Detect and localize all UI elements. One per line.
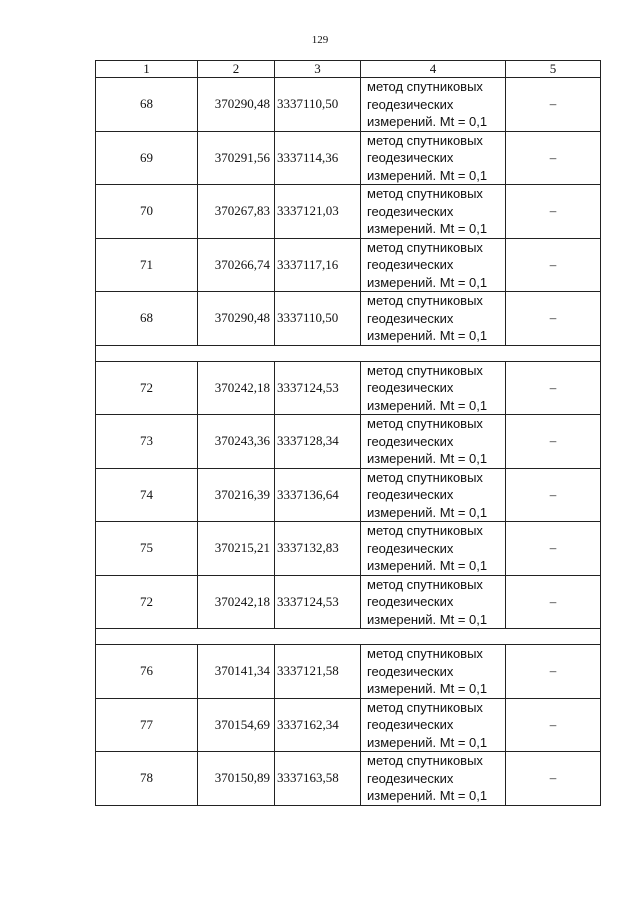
table-row — [96, 361, 601, 415]
method-line: измерений. Mt = 0,1 — [367, 451, 488, 466]
method-line: измерений. Mt = 0,1 — [367, 397, 488, 413]
method-line: измерений. Mt = 0,1 — [367, 611, 488, 627]
coordinate-y-cell: 3337162,34 — [275, 698, 361, 752]
method-cell — [361, 415, 506, 469]
point-number-cell: 72 — [96, 575, 198, 629]
method-cell — [361, 78, 506, 132]
coordinate-y-cell: 3337124,53 — [275, 575, 361, 629]
coordinate-y-cell: 3337110,50 — [275, 292, 361, 346]
note-cell: – — [506, 131, 601, 185]
table-row — [96, 645, 601, 699]
coordinates-table — [95, 60, 601, 806]
method-line: метод спутниковых — [367, 646, 483, 661]
coordinate-y-cell: 3337132,83 — [275, 522, 361, 576]
coordinate-y-cell: 3337117,16 — [275, 238, 361, 292]
coordinate-x-cell: 370267,83 — [198, 185, 275, 239]
method-cell — [361, 752, 506, 806]
note-cell: – — [506, 292, 601, 346]
method-line: геодезических — [367, 257, 454, 272]
group-separator-cell — [96, 629, 601, 645]
table-row — [96, 522, 601, 576]
header-col-5: 5 — [506, 61, 601, 78]
method-cell — [361, 292, 506, 346]
note-cell: – — [506, 415, 601, 469]
point-number-cell: 72 — [96, 361, 198, 415]
point-number-cell: 68 — [96, 292, 198, 346]
point-number-cell: 73 — [96, 415, 198, 469]
method-line: геодезических — [367, 96, 454, 112]
coordinate-x-cell: 370242,18 — [198, 575, 275, 629]
table-row — [96, 78, 601, 132]
table-row — [96, 468, 601, 522]
method-line: геодезических — [367, 310, 454, 326]
method-line: измерений. Mt = 0,1 — [367, 274, 488, 290]
method-line: геодезических — [367, 540, 454, 556]
coordinate-y-cell: 3337163,58 — [275, 752, 361, 806]
coordinate-x-cell: 370141,34 — [198, 645, 275, 699]
method-line: метод спутниковых — [367, 239, 483, 255]
method-line: измерений. Mt = 0,1 — [367, 734, 488, 750]
note-cell: – — [506, 238, 601, 292]
method-line: метод спутниковых — [367, 416, 483, 431]
method-line: геодезических — [367, 770, 454, 786]
coordinate-y-cell: 3337136,64 — [275, 468, 361, 522]
coordinate-x-cell: 370266,74 — [198, 238, 275, 292]
method-line: геодезических — [367, 663, 454, 679]
method-line: измерений. Mt = 0,1 — [367, 558, 488, 573]
coordinate-x-cell: 370243,36 — [198, 415, 275, 469]
coordinate-y-cell: 3337124,53 — [275, 361, 361, 415]
method-line: метод спутниковых — [367, 186, 483, 201]
group-separator-row — [96, 629, 601, 645]
method-cell — [361, 361, 506, 415]
method-line: геодезических — [367, 203, 454, 219]
point-number-cell: 77 — [96, 698, 198, 752]
table-body — [96, 78, 601, 806]
method-line: измерений. Mt = 0,1 — [367, 114, 488, 129]
coordinate-y-cell: 3337110,50 — [275, 78, 361, 132]
coordinate-x-cell: 370150,89 — [198, 752, 275, 806]
coordinate-y-cell: 3337114,36 — [275, 131, 361, 185]
note-cell: – — [506, 645, 601, 699]
method-line: геодезических — [367, 150, 454, 165]
point-number-cell: 74 — [96, 468, 198, 522]
method-cell — [361, 131, 506, 185]
coordinate-y-cell: 3337121,58 — [275, 645, 361, 699]
method-cell — [361, 468, 506, 522]
method-line: геодезических — [367, 717, 454, 732]
coordinate-x-cell: 370291,56 — [198, 131, 275, 185]
coordinate-x-cell: 370154,69 — [198, 698, 275, 752]
method-line: измерений. Mt = 0,1 — [367, 221, 488, 236]
point-number-cell: 78 — [96, 752, 198, 806]
header-col-1: 1 — [96, 61, 198, 78]
method-line: метод спутниковых — [367, 469, 483, 485]
point-number-cell: 68 — [96, 78, 198, 132]
table-row — [96, 752, 601, 806]
method-cell — [361, 238, 506, 292]
method-line: измерений. Mt = 0,1 — [367, 167, 488, 183]
note-cell: – — [506, 575, 601, 629]
method-line: геодезических — [367, 380, 454, 395]
method-line: метод спутниковых — [367, 293, 483, 308]
method-cell — [361, 575, 506, 629]
coordinate-x-cell: 370290,48 — [198, 292, 275, 346]
table-row — [96, 185, 601, 239]
method-line: измерений. Mt = 0,1 — [367, 788, 488, 803]
header-col-3: 3 — [275, 61, 361, 78]
page-number: 129 — [311, 34, 329, 46]
method-line: метод спутниковых — [367, 79, 483, 94]
point-number-cell: 69 — [96, 131, 198, 185]
table-header-row — [96, 61, 601, 78]
method-line: геодезических — [367, 433, 454, 449]
method-line: метод спутниковых — [367, 362, 483, 378]
method-cell — [361, 698, 506, 752]
note-cell: – — [506, 361, 601, 415]
table-row — [96, 415, 601, 469]
table-row — [96, 292, 601, 346]
header-col-4: 4 — [361, 61, 506, 78]
note-cell: – — [506, 752, 601, 806]
note-cell: – — [506, 468, 601, 522]
point-number-cell: 71 — [96, 238, 198, 292]
method-line: геодезических — [367, 487, 454, 502]
method-cell — [361, 645, 506, 699]
note-cell: – — [506, 78, 601, 132]
table-row — [96, 698, 601, 752]
coordinate-y-cell: 3337121,03 — [275, 185, 361, 239]
coordinate-x-cell: 370216,39 — [198, 468, 275, 522]
method-line: измерений. Mt = 0,1 — [367, 681, 488, 696]
coordinate-x-cell: 370290,48 — [198, 78, 275, 132]
group-separator-row — [96, 345, 601, 361]
header-col-2: 2 — [198, 61, 275, 78]
method-line: измерений. Mt = 0,1 — [367, 504, 488, 520]
method-cell — [361, 185, 506, 239]
method-cell — [361, 522, 506, 576]
note-cell: – — [506, 522, 601, 576]
coordinate-x-cell: 370215,21 — [198, 522, 275, 576]
method-line: измерений. Mt = 0,1 — [367, 328, 488, 343]
note-cell: – — [506, 185, 601, 239]
coordinate-y-cell: 3337128,34 — [275, 415, 361, 469]
point-number-cell: 76 — [96, 645, 198, 699]
method-line: метод спутниковых — [367, 753, 483, 768]
note-cell: – — [506, 698, 601, 752]
method-line: метод спутниковых — [367, 523, 483, 538]
method-line: геодезических — [367, 594, 454, 609]
group-separator-cell — [96, 345, 601, 361]
table-row — [96, 575, 601, 629]
method-line: метод спутниковых — [367, 132, 483, 148]
coordinate-x-cell: 370242,18 — [198, 361, 275, 415]
point-number-cell: 70 — [96, 185, 198, 239]
table-row — [96, 238, 601, 292]
method-line: метод спутниковых — [367, 699, 483, 715]
point-number-cell: 75 — [96, 522, 198, 576]
method-line: метод спутниковых — [367, 576, 483, 592]
table-row — [96, 131, 601, 185]
